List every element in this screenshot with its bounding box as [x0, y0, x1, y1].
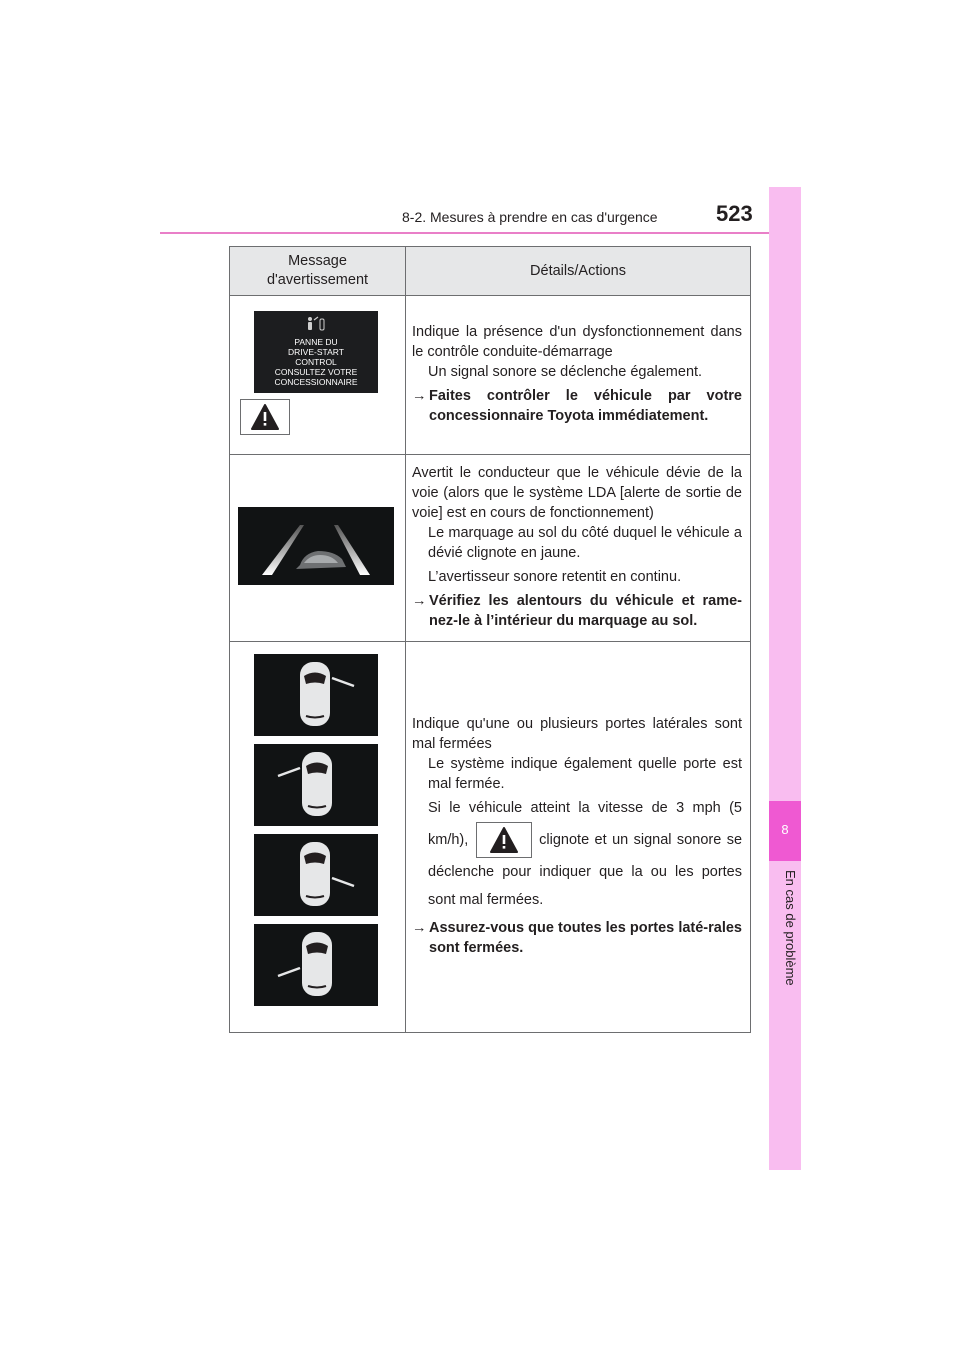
driver-system-icon	[254, 315, 378, 333]
door-open-display	[254, 744, 378, 826]
warning-message-table	[229, 246, 751, 1033]
display-line: PANNE DU	[294, 337, 338, 347]
note-text	[412, 794, 742, 914]
description-text: Avertit le conducteur que le véhicule dévie de la voie (alors que le système LDA [alerte de sortie de voie] est en cours de fonctionnement)	[412, 465, 742, 521]
section-title: 8-2. Mesures à prendre en cas d'urgence	[402, 209, 658, 225]
details-cell	[406, 642, 751, 1033]
note-text-after: clignote et un signal sonore se déclenche pour indiquer que la ou les portes sont mal fermées.	[428, 831, 743, 908]
door-open-front-left-icon	[254, 744, 378, 826]
details-cell	[406, 455, 751, 642]
page-number: 523	[716, 201, 753, 226]
action-text: Assurez-vous que toutes les portes laté-rales sont fermées.	[429, 920, 742, 956]
door-open-display	[254, 834, 378, 916]
door-open-front-right-icon	[254, 654, 378, 736]
lane-departure-display	[238, 507, 394, 585]
message-cell	[230, 296, 406, 455]
description-text: Indique la présence d'un dysfonctionnement dans le contrôle conduite-démarrage	[412, 324, 742, 360]
column-header-details: Détails/Actions	[406, 247, 751, 296]
details-cell	[406, 296, 751, 455]
note-text: L’avertisseur sonore retentit en continu.	[428, 569, 682, 585]
display-line: CONCESSIONNAIRE	[274, 377, 358, 387]
display-line: CONTROL	[295, 357, 337, 367]
door-open-rear-right-icon	[254, 834, 378, 916]
note-text: Le marquage au sol du côté duquel le véhicule a dévié clignote en jaune.	[428, 525, 742, 561]
arrow-icon: →	[412, 593, 427, 609]
table-header-row	[230, 247, 751, 296]
message-cell	[230, 455, 406, 642]
header-rule	[160, 232, 800, 234]
description-text: Indique qu'une ou plusieurs portes latérales sont mal fermées	[412, 716, 742, 752]
display-line: CONSULTEZ VOTRE	[274, 367, 358, 377]
action-text: Faites contrôler le véhicule par votre concessionnaire Toyota immédiatement.	[429, 388, 742, 424]
door-open-display	[254, 924, 378, 1006]
note-text-before: Si le véhicule atteint la vitesse de 3 mph (5 km/h),	[428, 800, 742, 848]
note-text: Un signal sonore se déclenche également.	[428, 364, 703, 380]
action-item	[412, 591, 742, 631]
table-row	[230, 296, 751, 455]
message-cell	[230, 642, 406, 1033]
action-text: Vérifiez les alentours du véhicule et rame-nez-le à l’intérieur du marquage au sol.	[429, 593, 742, 629]
table-row	[230, 455, 751, 642]
note-text: Le système indique également quelle porte est mal fermée.	[428, 756, 742, 792]
drive-start-control-display	[254, 311, 378, 393]
door-open-display	[254, 654, 378, 736]
action-item	[412, 386, 742, 426]
door-open-rear-left-icon	[254, 924, 378, 1006]
master-warning-box	[240, 399, 290, 435]
table-row	[230, 642, 751, 1033]
column-header-message: Message d'avertissement	[230, 247, 406, 296]
chapter-number: 8	[781, 822, 789, 837]
warning-triangle-icon	[241, 400, 289, 434]
arrow-icon: →	[412, 920, 427, 936]
arrow-icon: →	[412, 388, 427, 404]
display-line: DRIVE-START	[288, 347, 344, 357]
warning-triangle-icon	[477, 823, 531, 857]
lane-departure-display-icon	[238, 507, 394, 585]
door-open-display-stack	[254, 654, 378, 1014]
action-item	[412, 918, 742, 958]
chapter-title: En cas de problème	[783, 870, 798, 986]
inline-warning-box	[476, 822, 532, 858]
chapter-side-tab	[769, 187, 801, 1170]
